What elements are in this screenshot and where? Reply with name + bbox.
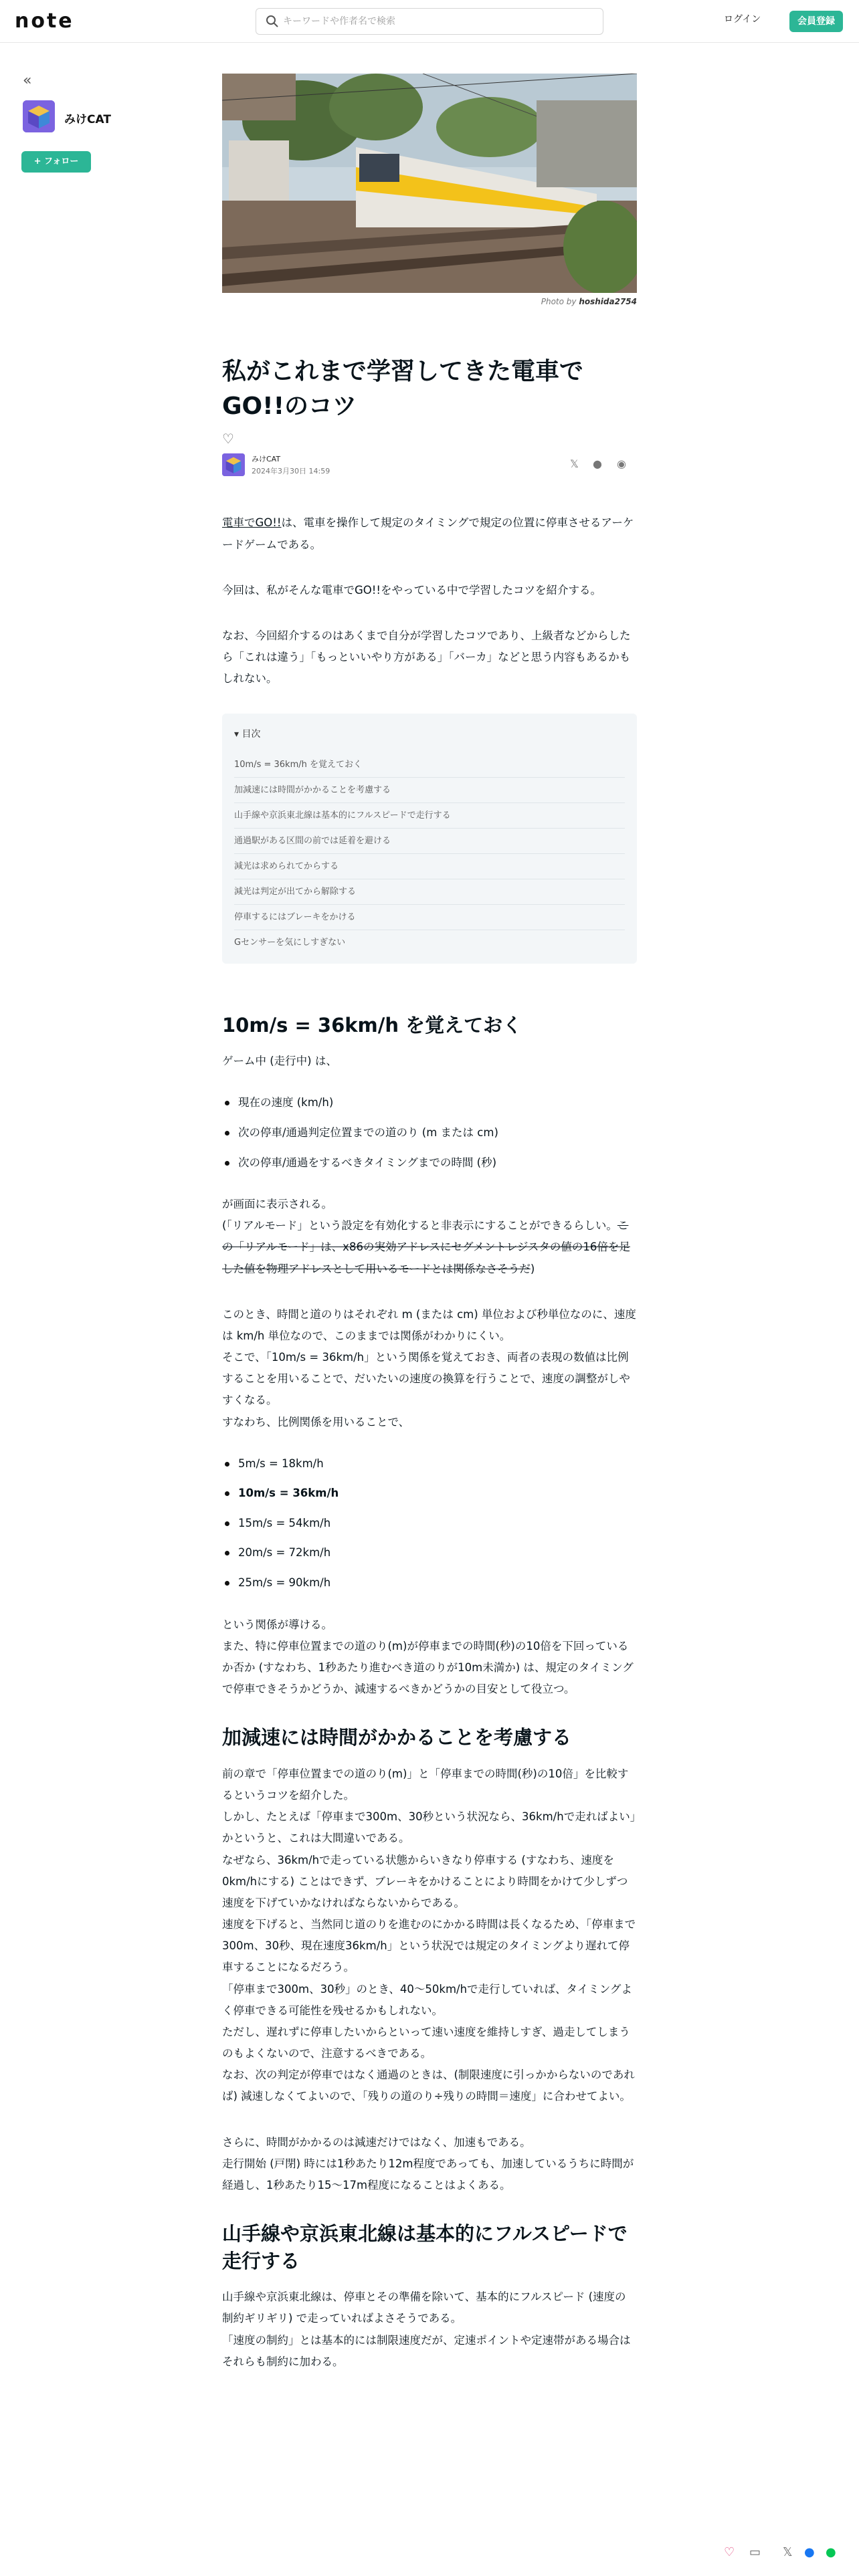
list-item: 10m/s = 36km/h xyxy=(222,1479,637,1509)
intro-link[interactable]: 電車でGO!! xyxy=(222,516,282,530)
signup-button[interactable]: 会員登録 xyxy=(789,11,843,32)
list-item: 次の停車/通過判定位置までの道のり (m または cm) xyxy=(222,1118,637,1148)
toc-item[interactable]: 山手線や京浜東北線は基本的にフルスピードで走行する xyxy=(234,803,625,829)
paragraph: ゲーム中 (走行中) は、 xyxy=(222,1055,337,1068)
struck-text: この「リアルモード」は、x86の実効アドレスにセグメントレジスタの値の16倍を足した値を物理アドレスとして用いるモードとは関係なさそうだ xyxy=(222,1219,630,1275)
list-item: 15m/s = 54km/h xyxy=(222,1509,637,1539)
toc-item[interactable]: 加減速には時間がかかることを考慮する xyxy=(234,778,625,803)
paragraph: という関係が導ける。 xyxy=(222,1618,332,1631)
toc-item[interactable]: Gセンサーを気にしすぎない xyxy=(234,937,346,948)
paragraph: 走行開始 (戸閉) 時には1秒あたり12m程度であっても、加速しているうちに時間が経過し、1秒あたり15〜17m程度になることはよくある。 xyxy=(222,2157,634,2191)
paragraph: 「停車まで300m、30秒」のとき、40〜50km/hで走行していれば、タイミングよく停車できる可能性を残せるかもしれない。 xyxy=(222,1982,632,2017)
paragraph: なお、次の判定が停車ではなく通過のときは、(制限速度に引っかからないのであれば) 減速しなくてよいので、「残りの道のり÷残りの時間＝速度」に合わせてよい。 xyxy=(222,2068,635,2103)
collapse-icon[interactable]: « xyxy=(23,72,32,89)
hero-image xyxy=(222,74,637,293)
photo-credit-name[interactable]: hoshida2754 xyxy=(579,297,637,306)
sidebar-user-name[interactable]: みけCAT xyxy=(64,113,111,126)
heart-icon[interactable]: ♡ xyxy=(222,431,234,447)
toc-heading[interactable]: ▾ 目次 xyxy=(234,729,261,740)
list-item: 25m/s = 90km/h xyxy=(222,1568,637,1598)
toc-item[interactable]: 減光は判定が出てから解除する xyxy=(234,879,625,905)
x-icon[interactable]: 𝕏 xyxy=(783,2545,793,2559)
train-photo xyxy=(222,74,637,293)
paragraph: が画面に表示される。 xyxy=(222,1198,332,1211)
list-item: 20m/s = 72km/h xyxy=(222,1538,637,1568)
paragraph: (「リアルモード」という設定を有効化すると非表示にすることができるらしい。この「リアルモード」は、x86の実効アドレスにセグメントレジスタの値の16倍を足した値を物理アドレスとして用いるモードとは関係なさそうだ) xyxy=(222,1219,630,1275)
line-icon[interactable]: ● xyxy=(826,2545,836,2559)
site-header xyxy=(0,0,859,43)
toc-item[interactable]: 減光は求められてからする xyxy=(234,854,625,879)
photo-credit: Photo by hoshida2754 xyxy=(541,297,637,306)
intro-p2: 今回は、私がそんな電車でGO!!をやっている中で学習したコツを紹介する。 xyxy=(222,583,602,597)
heart-icon[interactable]: ♡ xyxy=(724,2545,735,2559)
paragraph: さらに、時間がかかるのは減速だけではなく、加速もである。 xyxy=(222,2135,531,2149)
section-heading: 加減速には時間がかかることを考慮する xyxy=(222,1726,572,1749)
section-heading: 10m/s = 36km/h を覚えておく xyxy=(222,1013,522,1037)
magazine-icon[interactable]: ▭ xyxy=(749,2545,761,2559)
cube-avatar-icon xyxy=(23,100,55,132)
search-box[interactable] xyxy=(256,8,603,35)
paragraph: このとき、時間と道のりはそれぞれ m (または cm) 単位および秒単位なのに、速度は km/h 単位なので、このままでは関係がわかりにくい。 xyxy=(222,1307,636,1342)
article xyxy=(222,74,637,2373)
line-icon[interactable]: ◉ xyxy=(617,457,626,471)
bullet-list xyxy=(222,1088,637,1178)
bullet-list xyxy=(222,1449,637,1598)
toc-item[interactable]: 10m/s = 36km/h を覚えておく xyxy=(234,752,625,778)
intro-p1: 電車でGO!!は、電車を操作して規定のタイミングで規定の位置に停車させるアーケードゲームである。 xyxy=(222,516,634,551)
paragraph: また、特に停車位置までの道のり(m)が停車までの時間(秒)の10倍を下回っているか否か (すなわち、1秒あたり進むべき道のりが10m未満か) は、規定のタイミングで停車できそうかどうか、減速するべきかどうかの目安として役立つ。 xyxy=(222,1639,634,1696)
paragraph: 前の章で「停車位置までの道のり(m)」と「停車までの時間(秒)の10倍」を比較するというコツを紹介した。 xyxy=(222,1767,629,1802)
list-item: 5m/s = 18km/h xyxy=(222,1449,637,1479)
facebook-icon[interactable]: ● xyxy=(593,457,602,471)
list-item: 現在の速度 (km/h) xyxy=(222,1088,637,1118)
paragraph: ただし、遅れずに停車したいからといって速い速度を維持しすぎ、過走してしまうのもよくないので、注意するべきである。 xyxy=(222,2025,630,2060)
toc-item[interactable]: 停車するにはブレーキをかける xyxy=(234,905,625,930)
paragraph: しかし、たとえば「停車まで300m、30秒という状況なら、36km/hで走ればよい」かというと、これは大間違いである。 xyxy=(222,1810,636,1845)
facebook-icon[interactable]: ● xyxy=(804,2545,815,2559)
paragraph: 山手線や京浜東北線は、停車とその準備を除いて、基本的にフルスピード (速度の制約ギリギリ) で走っていればよさそうである。 xyxy=(222,2290,626,2325)
list-item: 次の停車/通過をするべきタイミングまでの時間 (秒) xyxy=(222,1148,637,1178)
publish-date: 2024年3月30日 14:59 xyxy=(252,467,330,476)
author-avatar[interactable] xyxy=(222,453,245,476)
article-body xyxy=(222,512,637,2373)
follow-button[interactable]: + フォロー xyxy=(21,151,91,173)
cube-avatar-icon xyxy=(222,453,245,476)
article-title: 私がこれまで学習してきた電車でGO!!のコツ xyxy=(222,358,584,421)
paragraph: すなわち、比例関係を用いることで、 xyxy=(222,1415,410,1428)
paragraph: そこで、「10m/s = 36km/h」という関係を覚えておき、両者の表現の数値は比例することを用いることで、だいたいの速度の換算を行うことで、速度の調整がしやすくなる。 xyxy=(222,1351,630,1407)
avatar[interactable] xyxy=(23,100,55,132)
paragraph: 速度を下げると、当然同じ道のりを進むのにかかる時間は長くなるため、「停車まで300m、30秒、現在速度36km/h」という状況では規定のタイミングより遅れて停車することになるだろう。 xyxy=(222,1918,636,1974)
author-row xyxy=(222,452,637,479)
paragraph: 「速度の制約」とは基本的には制限速度だが、定速ポイントや定速帯がある場合はそれらも制約に加わる。 xyxy=(222,2333,631,2368)
search-input[interactable] xyxy=(283,9,597,34)
section-heading: 山手線や京浜東北線は基本的にフルスピードで走行する xyxy=(222,2222,628,2272)
search-icon xyxy=(266,15,279,28)
login-link[interactable]: ログイン xyxy=(724,14,761,25)
table-of-contents xyxy=(222,714,637,963)
toc-item[interactable]: 通過駅がある区間の前では延着を避ける xyxy=(234,829,625,854)
note-logo[interactable]: note xyxy=(15,9,74,33)
paragraph: なぜなら、36km/hで走っている状態からいきなり停車する (すなわち、速度を0km/hにする) ことはできず、ブレーキをかけることにより時間をかけて少しずつ速度を下げていかなければならないからである。 xyxy=(222,1853,628,1909)
x-icon[interactable]: 𝕏 xyxy=(570,457,579,471)
author-name[interactable]: みけCAT xyxy=(252,455,281,464)
intro-p3: なお、今回紹介するのはあくまで自分が学習したコツであり、上級者などからしたら「これは違う」「もっといいやり方がある」「バーカ」などと思う内容もあるかもしれない。 xyxy=(222,629,631,685)
